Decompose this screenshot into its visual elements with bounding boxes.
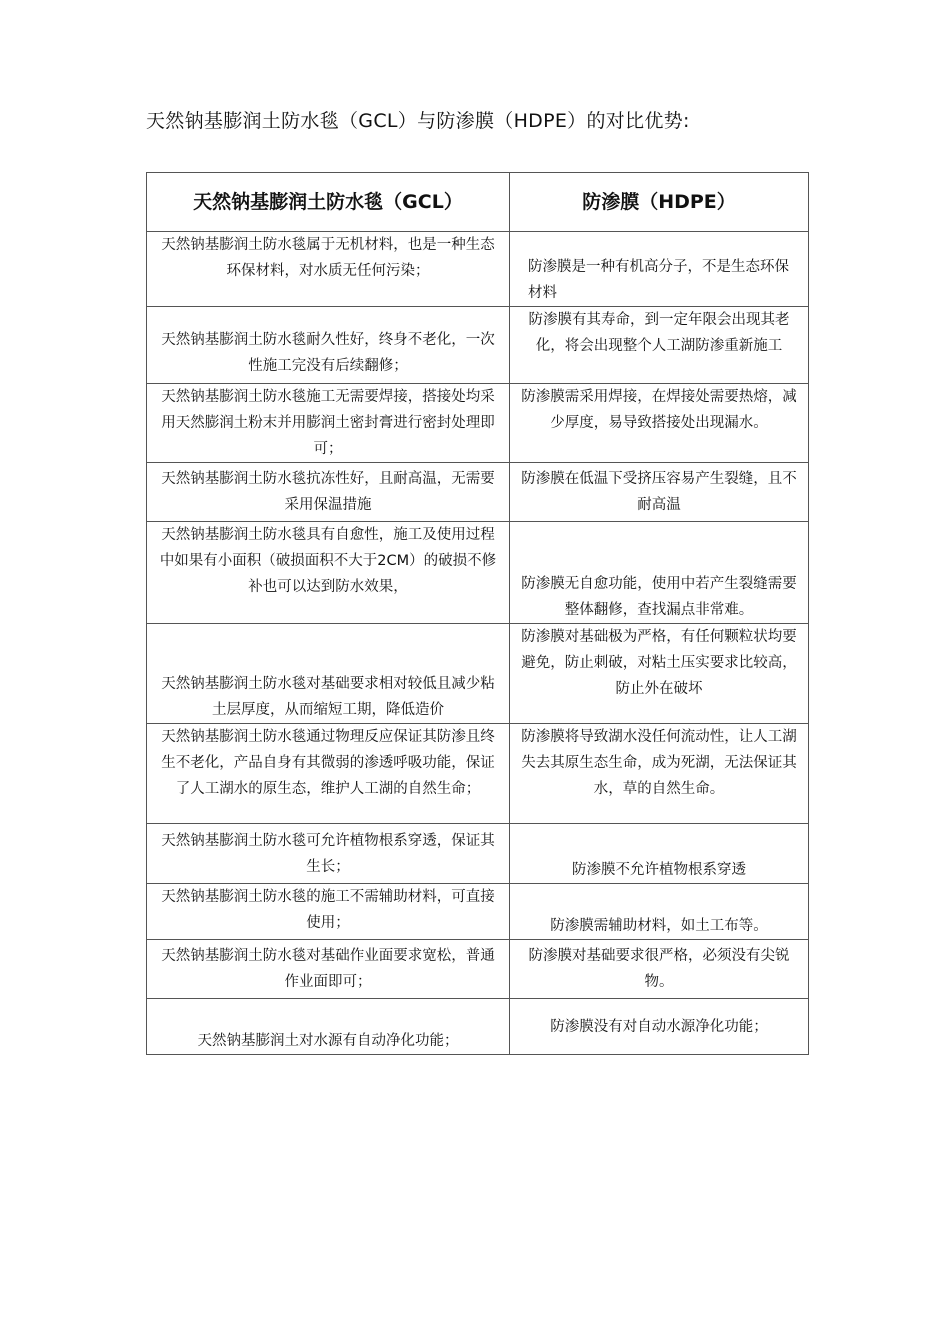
hdpe-cell: 防渗膜对基础要求很严格，必须没有尖锐物。 xyxy=(510,940,809,999)
hdpe-cell: 防渗膜不允许植物根系穿透 xyxy=(510,824,809,884)
gcl-cell: 天然钠基膨润土防水毯的施工不需辅助材料，可直接使用； xyxy=(147,884,510,940)
comparison-table xyxy=(146,172,809,1055)
table-header-row xyxy=(147,173,809,232)
gcl-cell: 天然钠基膨润土防水毯耐久性好，终身不老化，一次性施工完没有后续翻修； xyxy=(147,307,510,384)
hdpe-cell: 防渗膜无自愈功能，使用中若产生裂缝需要整体翻修，查找漏点非常难。 xyxy=(510,522,809,624)
table-row xyxy=(147,384,809,463)
header-gcl: 天然钠基膨润土防水毯（GCL） xyxy=(147,173,510,232)
gcl-cell: 天然钠基膨润土防水毯可允许植物根系穿透，保证其生长； xyxy=(147,824,510,884)
gcl-cell: 天然钠基膨润土防水毯通过物理反应保证其防渗且终生不老化，产品自身有其微弱的渗透呼吸功能，保证了人工湖水的原生态，维护人工湖的自然生命； xyxy=(147,724,510,824)
table-row xyxy=(147,999,809,1055)
gcl-cell: 天然钠基膨润土防水毯抗冻性好，且耐高温，无需要采用保温措施 xyxy=(147,463,510,522)
table-row xyxy=(147,307,809,384)
table-row xyxy=(147,624,809,724)
table-row xyxy=(147,232,809,307)
table-row xyxy=(147,724,809,824)
table-row xyxy=(147,522,809,624)
hdpe-cell: 防渗膜在低温下受挤压容易产生裂缝，且不耐高温 xyxy=(510,463,809,522)
gcl-cell: 天然钠基膨润土防水毯对基础要求相对较低且减少粘土层厚度，从而缩短工期，降低造价 xyxy=(147,624,510,724)
hdpe-cell: 防渗膜没有对自动水源净化功能； xyxy=(510,999,809,1055)
gcl-cell: 天然钠基膨润土防水毯施工无需要焊接，搭接处均采用天然膨润土粉末并用膨润土密封膏进行密封处理即可； xyxy=(147,384,510,463)
table-row xyxy=(147,824,809,884)
gcl-cell: 天然钠基膨润土对水源有自动净化功能； xyxy=(147,999,510,1055)
gcl-cell: 天然钠基膨润土防水毯对基础作业面要求宽松，普通作业面即可； xyxy=(147,940,510,999)
hdpe-cell: 防渗膜有其寿命，到一定年限会出现其老化，将会出现整个人工湖防渗重新施工 xyxy=(510,307,809,384)
header-hdpe: 防渗膜（HDPE） xyxy=(510,173,809,232)
gcl-cell: 天然钠基膨润土防水毯属于无机材料，也是一种生态环保材料，对水质无任何污染； xyxy=(147,232,510,307)
table-row xyxy=(147,940,809,999)
hdpe-cell: 防渗膜需采用焊接，在焊接处需要热熔，减少厚度，易导致搭接处出现漏水。 xyxy=(510,384,809,463)
hdpe-cell: 防渗膜将导致湖水没任何流动性，让人工湖失去其原生态生命，成为死湖，无法保证其水，草的自然生命。 xyxy=(510,724,809,824)
hdpe-cell: 防渗膜是一种有机高分子，不是生态环保材料 xyxy=(510,232,809,307)
gcl-cell: 天然钠基膨润土防水毯具有自愈性，施工及使用过程中如果有小面积（破损面积不大于2CM）的破损不修补也可以达到防水效果， xyxy=(147,522,510,624)
table-row xyxy=(147,463,809,522)
table-row xyxy=(147,884,809,940)
hdpe-cell: 防渗膜对基础极为严格，有任何颗粒状均要避免，防止刺破，对粘土压实要求比较高，防止外在破坏 xyxy=(510,624,809,724)
document-title: 天然钠基膨润土防水毯（GCL）与防渗膜（HDPE）的对比优势: xyxy=(146,110,690,132)
hdpe-cell: 防渗膜需辅助材料，如土工布等。 xyxy=(510,884,809,940)
